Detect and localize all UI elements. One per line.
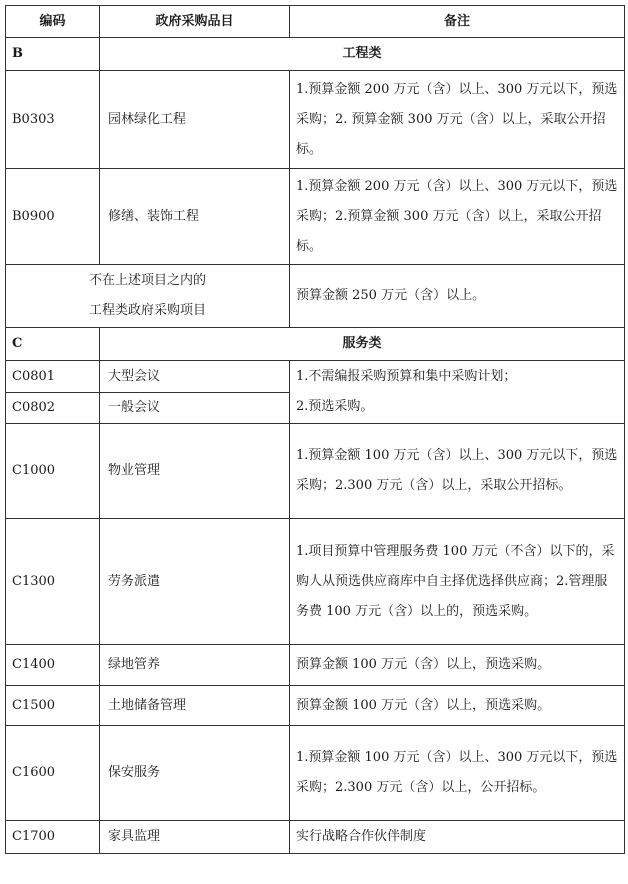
row-name: 家具监理 — [100, 821, 290, 854]
section-row-c — [6, 328, 625, 361]
row-code: B0900 — [6, 169, 100, 265]
row-code: C1400 — [6, 645, 100, 686]
row-name: 绿地管养 — [100, 645, 290, 686]
row-name: 大型会议 — [100, 361, 290, 393]
meeting-note-1: 1.不需编报采购预算和集中采购计划； — [296, 369, 517, 384]
table-row — [6, 645, 625, 686]
row-code: B0303 — [6, 71, 100, 169]
table-row — [6, 821, 625, 854]
table-row — [6, 424, 625, 519]
row-name: 修缮、装饰工程 — [100, 169, 290, 265]
row-name: 物业管理 — [100, 424, 290, 519]
section-title: 服务类 — [100, 328, 625, 361]
section-code: B — [6, 38, 100, 71]
row-note: 实行战略合作伙伴制度 — [290, 821, 625, 854]
row-code: C0801 — [6, 361, 100, 393]
row-note: 1.预算金额 200 万元（含）以上、300 万元以下，预选采购；2. 预算金额 300 万元（含）以上，采取公开招标。 — [290, 71, 625, 169]
header-note: 备注 — [290, 6, 625, 38]
row-note: 1.预算金额 200 万元（含）以上、300 万元以下，预选采购；2.预算金额 300 万元（含）以上，采取公开招标。 — [290, 169, 625, 265]
procurement-table — [5, 5, 625, 854]
row-note: 1.预算金额 100 万元（含）以上、300 万元以下，预选采购；2.300 万元（含）以上，公开招标。 — [290, 726, 625, 821]
table-row — [6, 71, 625, 169]
header-code: 编码 — [6, 6, 100, 38]
section-title: 工程类 — [100, 38, 625, 71]
other-item-line2: 工程类政府采购项目 — [88, 303, 206, 318]
row-note: 预算金额 100 万元（含）以上，预选采购。 — [290, 645, 625, 686]
row-name: 一般会议 — [100, 393, 290, 424]
table-row — [6, 519, 625, 645]
row-name: 园林绿化工程 — [100, 71, 290, 169]
row-code: C1600 — [6, 726, 100, 821]
section-row-b — [6, 38, 625, 71]
row-note: 预算金额 100 万元（含）以上，预选采购。 — [290, 686, 625, 726]
table-row — [6, 169, 625, 265]
other-item-line1: 不在上述项目之内的 — [88, 273, 206, 288]
row-code: C1000 — [6, 424, 100, 519]
table-row — [6, 361, 625, 393]
row-code: C1300 — [6, 519, 100, 645]
meeting-note-2: 2.预选采购。 — [296, 399, 374, 414]
row-note — [290, 361, 625, 424]
table-row — [6, 726, 625, 821]
section-code: C — [6, 328, 100, 361]
row-note: 1.预算金额 100 万元（含）以上、300 万元以下，预选采购；2.300 万元（含）以上，采取公开招标。 — [290, 424, 625, 519]
row-code: C1700 — [6, 821, 100, 854]
row-code: C1500 — [6, 686, 100, 726]
table-row — [6, 686, 625, 726]
row-code: C0802 — [6, 393, 100, 424]
row-note: 1.项目预算中管理服务费 100 万元（不含）以下的，采购人从预选供应商库中自主择优选择供应商；2.管理服务费 100 万元（含）以上的，预选采购。 — [290, 519, 625, 645]
row-name: 土地储备管理 — [100, 686, 290, 726]
other-item-cell — [6, 265, 290, 328]
row-note: 预算金额 250 万元（含）以上。 — [290, 265, 625, 328]
table-row-other — [6, 265, 625, 328]
row-name: 保安服务 — [100, 726, 290, 821]
table-header-row — [6, 6, 625, 38]
header-item: 政府采购品目 — [100, 6, 290, 38]
row-name: 劳务派遣 — [100, 519, 290, 645]
